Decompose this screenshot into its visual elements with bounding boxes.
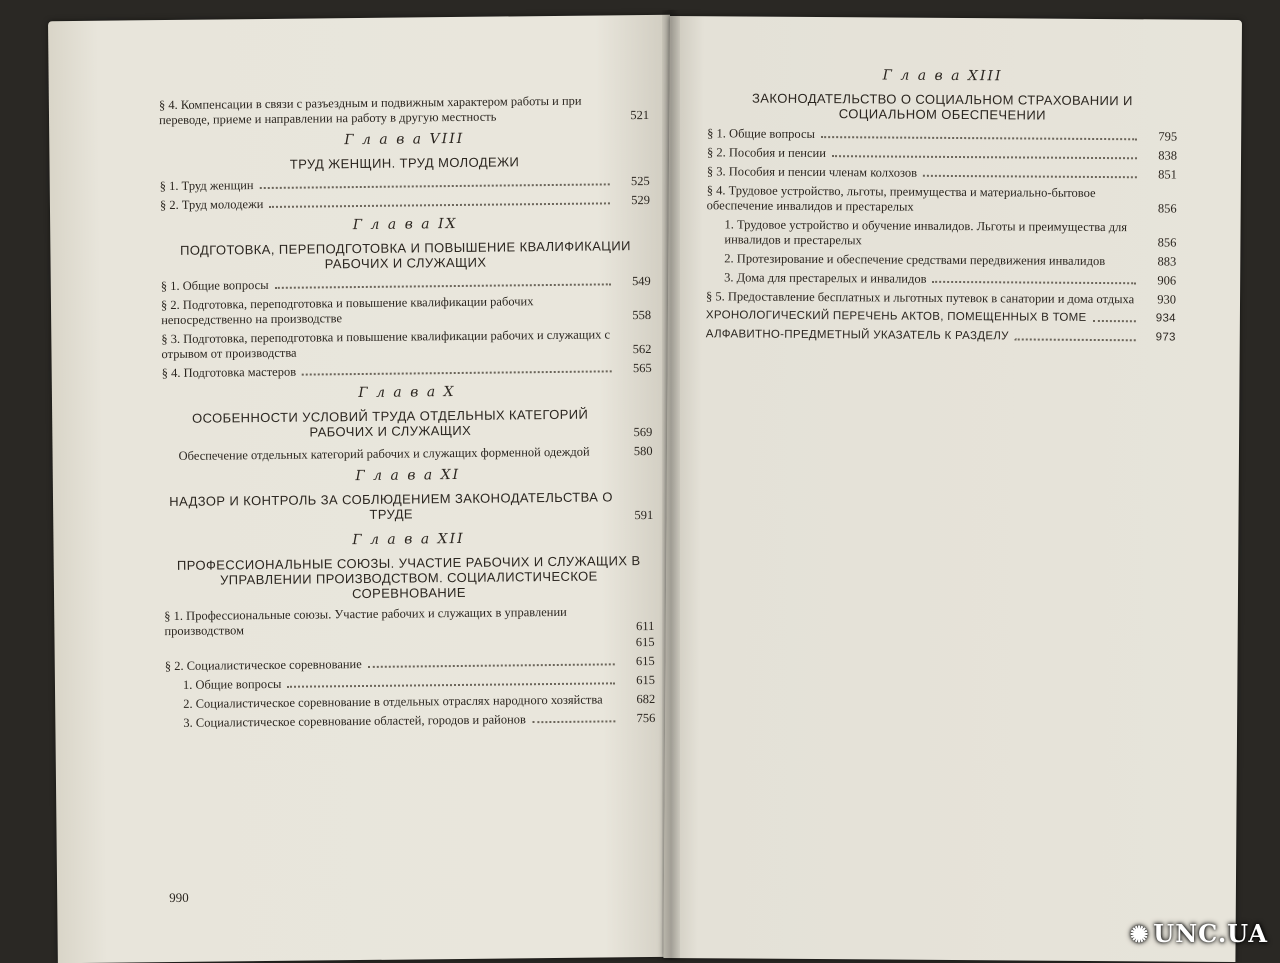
toc-entry-text: 2. Протезирование и обеспечение средствами передвижения инвалидов [724, 251, 1106, 269]
chapter-label: Г л а в а IX [352, 215, 458, 234]
right-page-content [706, 60, 1178, 349]
toc-entry-text: § 1. Общие вопросы [160, 277, 269, 294]
chapter-title-row [163, 485, 653, 528]
chapter-title: ПОДГОТОВКА, ПЕРЕПОДГОТОВКА И ПОВЫШЕНИЕ КВАЛИФИКАЦИИ РАБОЧИХ И СЛУЖАЩИХ [179, 238, 631, 272]
leader-dots [269, 202, 610, 208]
toc-entry-page: 525 [630, 173, 650, 189]
toc-entry [706, 270, 1176, 288]
chapter-title: НАДЗОР И КОНТРОЛЬ ЗА СОБЛЮДЕНИЕМ ЗАКОНОДАТЕЛЬСТВА О ТРУДЕ [169, 489, 613, 522]
toc-entry-page: 615 [636, 672, 656, 688]
toc-entry-page: 906 [1157, 273, 1177, 288]
toc-entry-text: 2. Социалистическое соревнование в отдельных отраслях народного хозяйства [183, 692, 603, 711]
toc-entry-text: § 3. Подготовка, переподготовка и повышение квалификации рабочих и служащих с отрывом от производства [161, 327, 611, 362]
toc-entry [161, 274, 651, 294]
toc-entry [162, 361, 652, 381]
toc-entry-text: § 4. Компенсации в связи с разъездным и подвижным характером работы и при переводе, приеме и направлении на работу в другую местность [158, 93, 582, 128]
toc-entry [163, 444, 653, 464]
toc-entry-page: 851 [1158, 167, 1177, 182]
toc-entry-text: § 1. Профессиональные союзы. Участие рабочих и служащих в управлении производством [164, 604, 567, 639]
site-watermark [1130, 919, 1268, 948]
toc-entry-page: 838 [1158, 148, 1178, 163]
leader-dots [832, 155, 1137, 159]
leader-dots [302, 370, 612, 375]
leader-dots [275, 283, 611, 289]
toc-entry [161, 327, 651, 362]
toc-entry [707, 183, 1177, 216]
toc-entry-text: § 5. Предоставление бесплатных и льготных путевок в санатории и дома отдыха [706, 289, 1135, 307]
toc-entry-page: 562 [632, 341, 652, 357]
backmatter-entry [706, 308, 1176, 326]
toc-entry-text: § 1. Общие вопросы [707, 126, 816, 142]
toc-entry-page: 856 [1157, 201, 1177, 216]
backmatter-entry-text: АЛФАВИТНО-ПРЕДМЕТНЫЙ УКАЗАТЕЛЬ К РАЗДЕЛУ [705, 328, 1009, 343]
toc-entry [706, 251, 1176, 269]
toc-entry [160, 174, 650, 194]
leader-dots [368, 663, 615, 668]
toc-entry-text: § 2. Труд молодежи [159, 197, 264, 213]
toc-entry [165, 692, 655, 712]
toc-entry-page: 856 [1157, 235, 1177, 250]
toc-entry-page: 529 [631, 192, 650, 208]
toc-entry-page: 615 [635, 653, 655, 669]
leader-dots [821, 136, 1137, 140]
toc-entry-page: 611 [636, 618, 655, 634]
toc-entry-page: 580 [633, 443, 653, 459]
toc-entry [165, 654, 655, 674]
toc-entry-text: § 2. Подготовка, переподготовка и повышение квалификации рабочих непосредственно на производстве [160, 294, 534, 328]
page-number: 990 [169, 889, 189, 906]
toc-entry-text: § 3. Пособия и пенсии членам колхозов [706, 164, 918, 180]
toc-entry-page: 930 [1157, 292, 1177, 307]
chapter-label: Г л а в а XIII [882, 67, 1003, 85]
chapter-title: ТРУД ЖЕНЩИН. ТРУД МОЛОДЕЖИ [289, 154, 520, 172]
toc-entry [165, 711, 655, 731]
leader-dots [260, 183, 610, 189]
toc-entry-text: § 4. Трудовое устройство, льготы, преимущества и материально-бытовое обеспечение инвалидов и престарелых [706, 183, 1096, 214]
toc-entry [160, 193, 650, 213]
left-page [48, 15, 680, 963]
leader-dots [532, 720, 615, 723]
sun-logo-icon: ✺ [1129, 922, 1150, 948]
toc-entry [707, 126, 1177, 144]
chapter-label: Г л а в а VIII [344, 130, 465, 149]
toc-entry [164, 604, 654, 639]
book-gutter [662, 10, 680, 960]
toc-entry-page: 565 [632, 360, 652, 376]
chapter-label: Г л а в а X [358, 384, 456, 402]
toc-entry-page: 682 [636, 691, 656, 707]
toc-entry-page: 521 [630, 107, 650, 123]
toc-entry-text: § 1. Труд женщин [159, 178, 254, 194]
backmatter-entry-page: 973 [1155, 331, 1176, 344]
toc-entry-page: 883 [1157, 254, 1177, 269]
toc-entry-page: 756 [636, 710, 656, 726]
backmatter-entry-page: 934 [1155, 312, 1176, 325]
toc-entry-page: 615 [635, 634, 655, 650]
toc-entry-text: Обеспечение отдельных категорий рабочих и служащих форменной одеждой [178, 444, 590, 463]
toc-entry [165, 673, 655, 693]
leader-dots [287, 682, 615, 687]
chapter-title-page: 569 [633, 424, 653, 440]
left-page-content [159, 89, 656, 735]
right-page [663, 16, 1242, 962]
chapter-title-row [162, 402, 652, 445]
leader-dots [1092, 320, 1135, 322]
toc-entry-text: 1. Трудовое устройство и обучение инвалидов. Льготы и преимущества для инвалидов и престарелых [724, 217, 1128, 248]
chapter-title: ПРОФЕССИОНАЛЬНЫЕ СОЮЗЫ. УЧАСТИЕ РАБОЧИХ И СЛУЖАЩИХ В УПРАВЛЕНИИ ПРОИЗВОДСТВОМ. СОЦИАЛИСТИЧЕСКОЕ СОРЕВНОВАНИЕ [176, 553, 641, 602]
leader-dots [933, 281, 1137, 284]
leader-dots [923, 175, 1137, 178]
toc-entry-text: § 2. Пособия и пенсии [707, 145, 826, 161]
backmatter-entry-text: ХРОНОЛОГИЧЕСКИЙ ПЕРЕЧЕНЬ АКТОВ, ПОМЕЩЕННЫХ В ТОМЕ [705, 309, 1087, 324]
toc-entry [161, 293, 651, 328]
toc-entry-page: 558 [632, 307, 652, 323]
toc-entry-text: 3. Социалистическое соревнование областей, городов и районов [183, 712, 526, 730]
toc-entry-text: 3. Дома для престарелых и инвалидов [724, 270, 927, 286]
toc-entry [706, 217, 1176, 250]
toc-entry [707, 145, 1177, 163]
chapter-title: ОСОБЕННОСТИ УСЛОВИЙ ТРУДА ОТДЕЛЬНЫХ КАТЕГОРИЙ РАБОЧИХ И СЛУЖАЩИХ [192, 406, 589, 440]
toc-entry-text: § 4. Подготовка мастеров [161, 364, 297, 381]
chapter-title: ЗАКОНОДАТЕЛЬСТВО О СОЦИАЛЬНОМ СТРАХОВАНИИ И СОЦИАЛЬНОМ ОБЕСПЕЧЕНИИ [752, 90, 1133, 123]
backmatter-entry [706, 327, 1176, 345]
toc-entry [706, 289, 1176, 307]
toc-entry [159, 93, 649, 128]
toc-entry-page: 549 [631, 273, 651, 289]
toc-entry-text: § 2. Социалистическое соревнование [164, 657, 362, 674]
toc-entry-page: 795 [1158, 129, 1178, 144]
chapter-label: Г л а в а XII [352, 530, 465, 549]
watermark-text: UNC.UA [1153, 919, 1268, 948]
chapter-label: Г л а в а XI [355, 466, 461, 485]
chapter-title-page: 591 [634, 507, 654, 523]
toc-entry [707, 164, 1177, 182]
leader-dots [1015, 338, 1136, 341]
toc-entry-text: 1. Общие вопросы [182, 676, 282, 692]
